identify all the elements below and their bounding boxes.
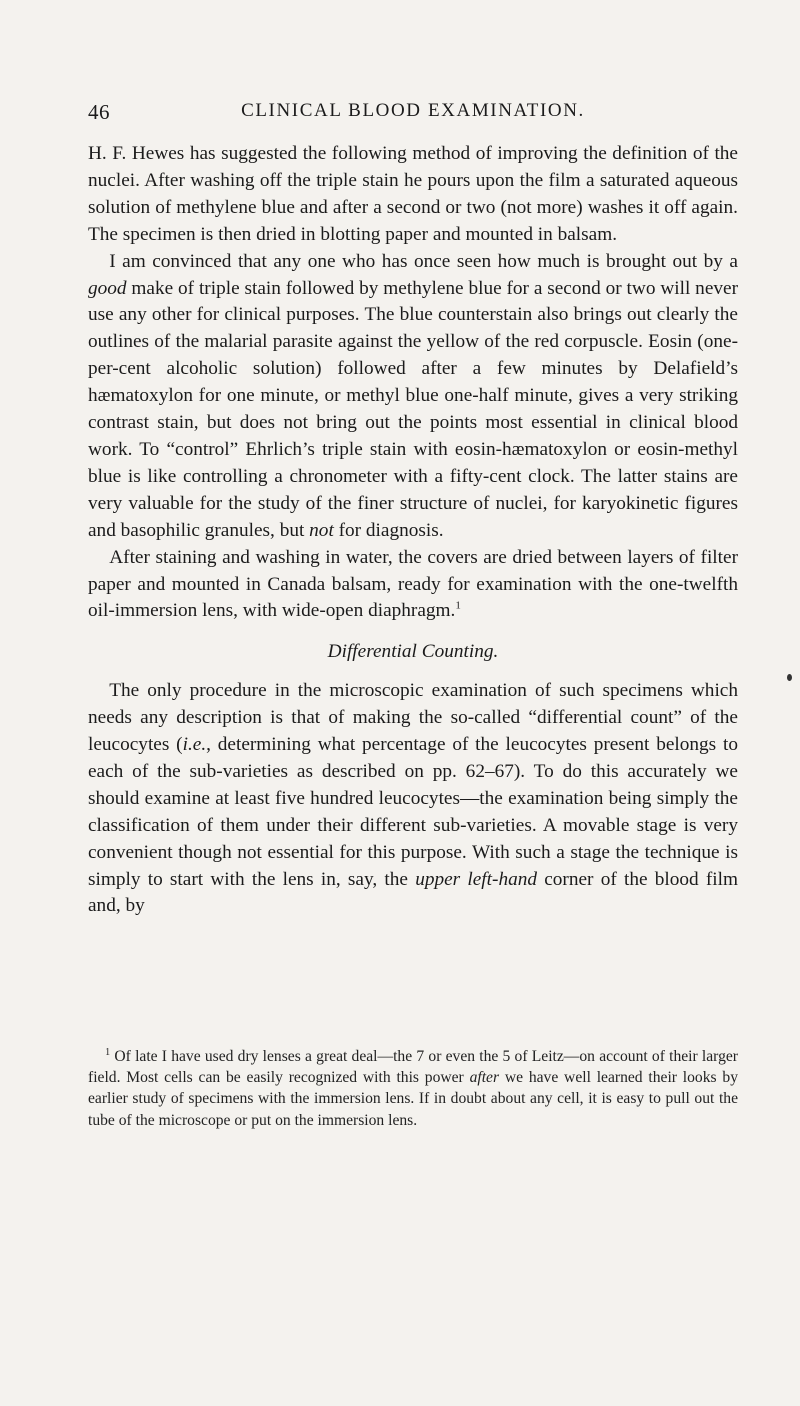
emphasis-text: after <box>469 1069 500 1087</box>
paragraph-text: make of triple stain followed by methylene blue for a second or two will never use any other for clinical purposes. The blue counterstain also brings out clearly the outlines of the malarial parasite against the yellow of the red corpuscle. Eosin (one-per-cent alcoholic solution) followed after a few minutes by Delafield’s hæmatoxylon for one minute, or methyl blue one-half minute, gives a very striking contrast stain, but does not bring out the points most essential in clinical blood work. To “control” Ehrlich’s triple stain with eosin-hæmatoxylon or eosin-methyl blue is like controlling a chronometer with a fifty-cent clock. The latter stains are very valuable for the study of the finer structure of nuclei, for karyokinetic figures and basophilic granules, but <box>88 277 738 541</box>
ink-speck <box>787 674 792 681</box>
paragraph-text: After staining and washing in water, the covers are dried between layers of filter paper and mounted in Canada balsam, ready for examination with the one-twelfth oil-immersion lens, with wide-open diaphragm. <box>88 546 738 622</box>
paragraph-text: for diagnosis. <box>333 519 444 541</box>
section-heading: Differential Counting. <box>327 641 499 663</box>
page-header <box>88 100 738 128</box>
paragraph-text: The only procedure in the microscopic examination of such specimens which needs any description is that of making the so-called “differential count” of the leucocytes ( <box>88 680 738 756</box>
paragraph-triple-stain <box>88 249 738 545</box>
paragraph-hewes-method: H. F. Hewes has suggested the following method of improving the definition of the nuclei. After washing off the triple stain he pours upon the film a saturated aqueous solution of methylene blue and after a second or two (not more) washes it off again. The specimen is then dried in blotting paper and mounted in balsam. <box>88 143 738 245</box>
footnotes <box>88 1046 738 1131</box>
page-number: 46 <box>88 100 110 124</box>
footnote-text: we have well learned their looks by earlier study of specimens with the immersion lens. If in doubt about any cell, it is easy to pull out the tube of the microscope or put on the immersion lens. <box>88 1069 738 1129</box>
paragraph-mounting <box>88 545 738 626</box>
emphasis-text: not <box>309 519 334 541</box>
emphasis-text: i.e. <box>182 734 207 756</box>
footnote-mark: 1 <box>105 1046 111 1058</box>
paragraph-text: corner of the blood film and, by <box>88 868 739 917</box>
paragraph-differential-count <box>88 678 738 920</box>
paragraph-text: , determining what percentage of the leucocytes present belongs to each of the sub-varieties as described on pp. 62–67). To do this accurately we should examine at least five hundred leucocytes—the examination being simply the classification of them under their different sub-varieties. A movable stage is very convenient though not essential for this purpose. With such a stage the technique is simply to start with the lens in, say, the <box>88 734 738 890</box>
footnote <box>88 1046 738 1131</box>
emphasis-text: good <box>88 277 127 299</box>
emphasis-text: upper left-hand <box>415 868 538 890</box>
paragraph-text: I am convinced that any one who has once seen how much is brought out by a <box>109 250 738 272</box>
main-text <box>88 141 738 920</box>
footnote-reference: 1 <box>455 599 461 612</box>
running-title: CLINICAL BLOOD EXAMINATION. <box>241 100 585 121</box>
footnote-text: Of late I have used dry lenses a great deal—the 7 or even the 5 of Leitz—on account of their larger field. Most cells can be easily recognized with this power <box>88 1048 738 1087</box>
